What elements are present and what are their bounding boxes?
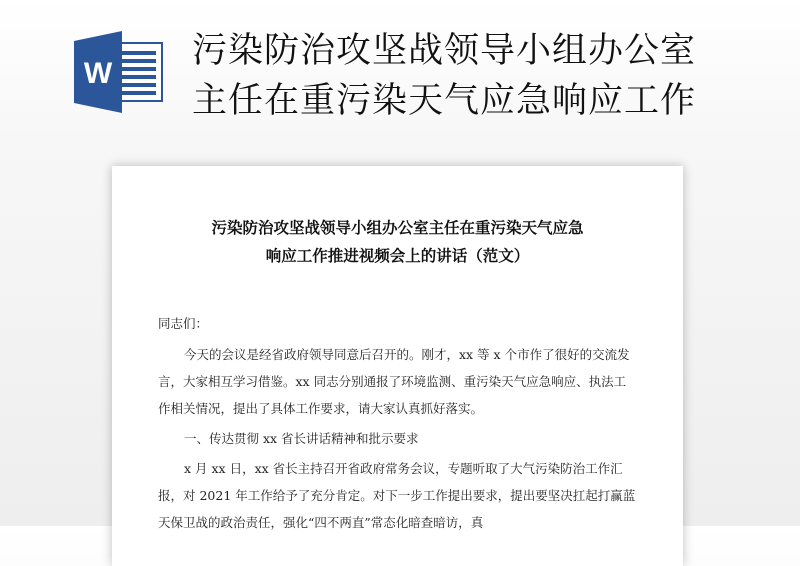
document-body [158,310,637,536]
icon-letter: W [83,57,113,90]
document-title-line: 响应工作推进视频会上的讲话（范文） [265,246,530,265]
document-page [112,166,683,566]
section-heading: 一、传达贯彻 xx 省长讲话精神和批示要求 [184,431,419,446]
banner-title-line: 主任在重污染天气应急响应工作 [192,81,697,121]
document-title [112,214,683,270]
banner-title-line: 污染防治攻坚战领导小组办公室 [192,31,697,71]
banner-title [192,26,696,126]
word-document-icon [74,31,164,113]
greeting: 同志们： [158,316,209,331]
document-title-line: 污染防治攻坚战领导小组办公室主任在重污染天气应急 [211,218,584,237]
paragraph: 今天的会议是经省政府领导同意后召开的。刚才，xx 等 x 个市作了很好的交流发言，大家相互学习借鉴。xx 同志分别通报了环境监测、重污染天气应急响应、执法工作相关情况，提出了具体工作要求，请大家认真抓好落实。 [158,347,630,416]
paragraph: x 月 xx 日，xx 省长主持召开省政府常务会议，专题听取了大气污染防治工作汇报，对 2021 年工作给予了充分肯定。对下一步工作提出要求，提出要坚决扛起打赢蓝天保卫战的政治责任，强化“四不两直”常态化暗查暗访，真 [158,461,636,530]
